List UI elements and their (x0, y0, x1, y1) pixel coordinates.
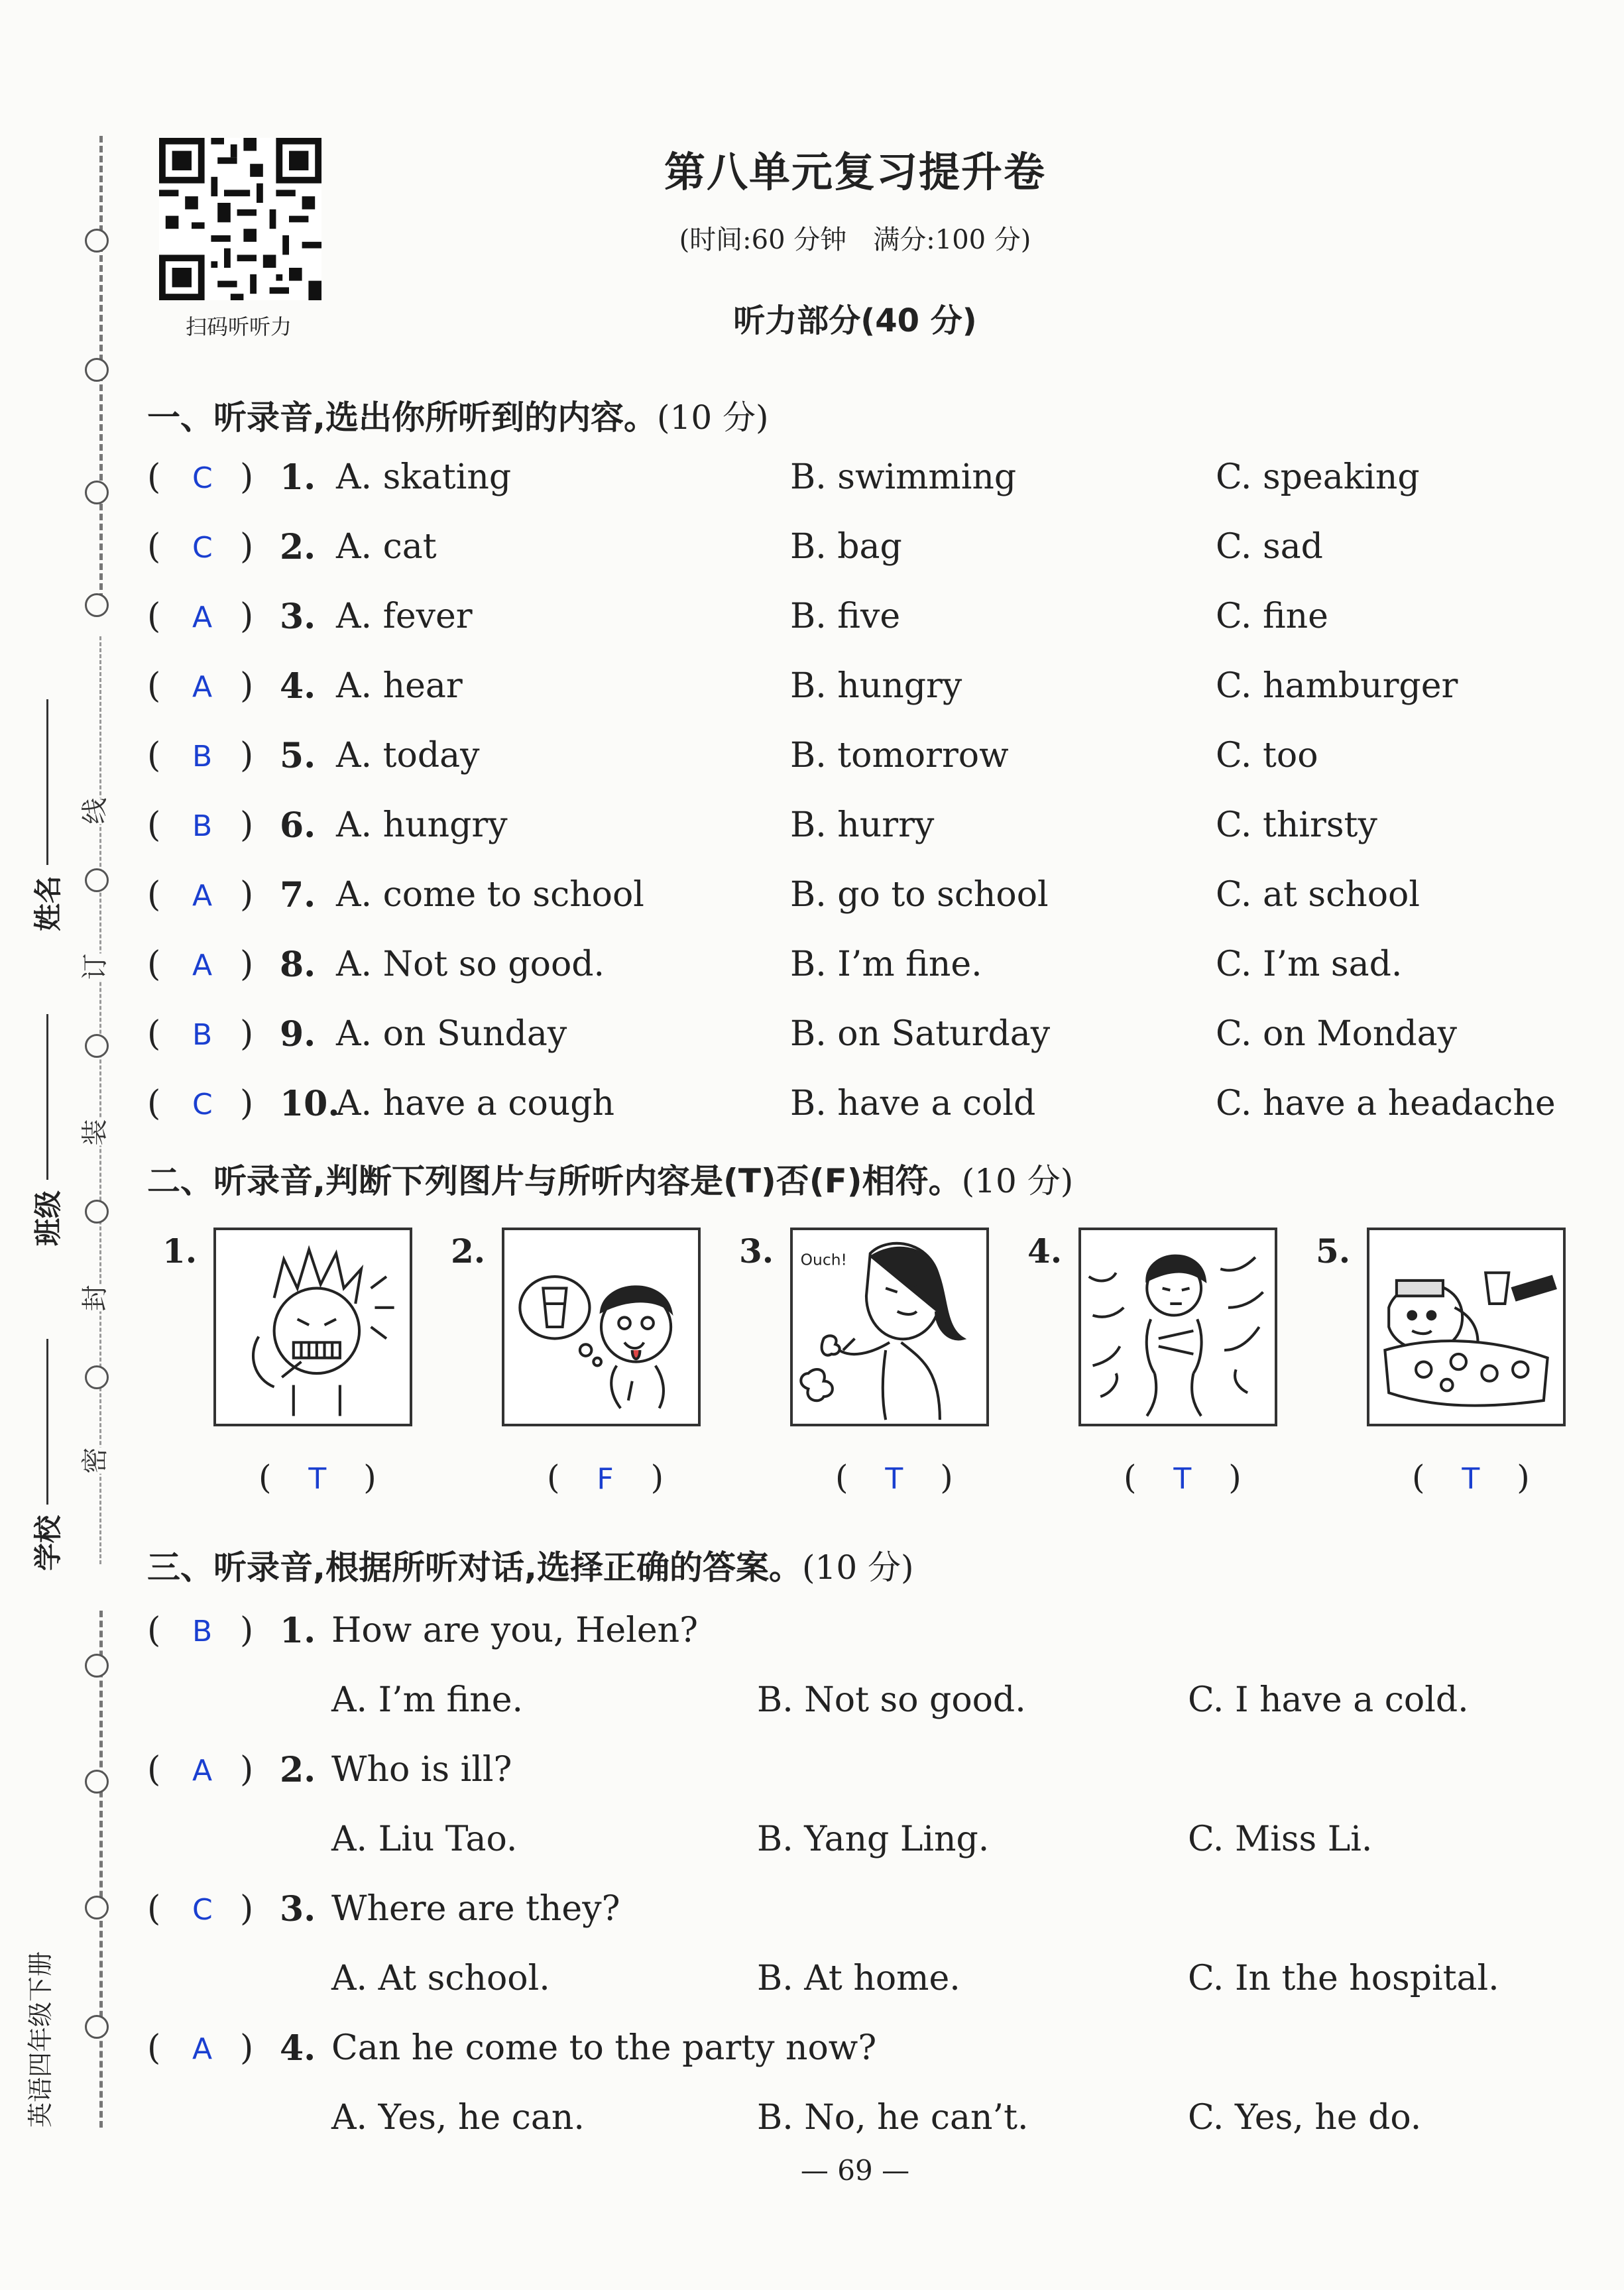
binding-circle (85, 1200, 109, 1224)
question-number: 4. (280, 2028, 316, 2069)
option-a: A. hear (336, 666, 463, 706)
coughing-girl-picture (790, 1228, 989, 1426)
picture-number: 4. (1027, 1231, 1063, 1271)
answer-choice[interactable]: B (192, 740, 213, 773)
question-number: 1. (280, 1611, 316, 1651)
tf-answer-4[interactable]: ( T ) (1124, 1458, 1242, 1497)
answer-paren-left: ( (147, 1014, 161, 1054)
binding-circle (85, 358, 109, 382)
option-c: C. hamburger (1216, 666, 1458, 706)
tf-answer-3[interactable]: ( T ) (835, 1458, 953, 1497)
binding-circle (85, 593, 109, 617)
option-b: B. Yang Ling. (757, 1819, 990, 1859)
question-number: 4. (280, 666, 316, 707)
cold-girl-icon (1081, 1230, 1275, 1424)
question-row (147, 1084, 1572, 1137)
section2-heading: 二、听录音,判断下列图片与所听内容是(T)否(F)相符。(10 分) (147, 1162, 1074, 1200)
option-b: B. go to school (790, 875, 1049, 915)
question-row (147, 736, 1572, 789)
option-b: B. hurry (790, 805, 935, 845)
option-a: A. Yes, he can. (331, 2098, 585, 2138)
binding-circle (85, 1770, 109, 1794)
options-row (147, 1680, 1572, 1733)
option-a: A. have a cough (336, 1084, 615, 1123)
option-b: B. I’m fine. (790, 945, 982, 984)
thirsty-boy-picture (502, 1228, 701, 1426)
option-b: B. swimming (790, 457, 1017, 497)
answer-paren-left: ( (147, 457, 161, 497)
answer-choice[interactable]: A (192, 670, 213, 704)
question-row (147, 2028, 1572, 2081)
answer-choice[interactable]: A (192, 601, 213, 634)
question-number: 9. (280, 1014, 316, 1055)
answer-paren-right: ) (240, 1611, 254, 1650)
option-c: C. on Monday (1216, 1014, 1458, 1054)
question-number: 1. (280, 457, 316, 498)
option-a: A. on Sunday (336, 1014, 567, 1054)
question-number: 3. (280, 597, 316, 637)
question-text: Where are they? (331, 1889, 620, 1929)
answer-paren-right: ) (240, 527, 254, 567)
question-number: 3. (280, 1889, 316, 1929)
option-a: A. I’m fine. (331, 1680, 523, 1720)
option-b: B. At home. (757, 1959, 960, 1998)
book-title-vertical: 英语四年级下册 (26, 1951, 55, 2128)
picture-number: 5. (1316, 1231, 1351, 1271)
answer-paren-left: ( (147, 945, 161, 984)
answer-paren-right: ) (240, 2028, 254, 2068)
option-c: C. sad (1216, 527, 1323, 567)
part-title: 听力部分(40 分) (733, 302, 977, 339)
answer-paren-left: ( (147, 597, 161, 636)
option-b: B. No, he can’t. (757, 2098, 1029, 2138)
question-text: Who is ill? (331, 1750, 512, 1790)
question-row (147, 597, 1572, 650)
option-b: B. five (790, 597, 901, 636)
sick-in-bed-picture (1367, 1228, 1566, 1426)
answer-paren-left: ( (147, 1889, 161, 1929)
answer-paren-right: ) (240, 1889, 254, 1929)
question-row (147, 527, 1572, 580)
option-b: B. on Saturday (790, 1014, 1051, 1054)
option-c: C. too (1216, 736, 1318, 775)
option-c: C. I’m sad. (1216, 945, 1403, 984)
answer-choice[interactable]: A (192, 1754, 213, 1788)
question-number: 10. (280, 1084, 340, 1124)
binding-dash-line-bottom (99, 1611, 103, 2128)
option-c: C. at school (1216, 875, 1420, 915)
answer-choice[interactable]: C (192, 461, 213, 495)
answer-paren-right: ) (240, 875, 254, 915)
question-row (147, 1750, 1572, 1803)
option-b: B. Not so good. (757, 1680, 1026, 1720)
option-c: C. thirsty (1216, 805, 1377, 845)
binding-char: 装 (74, 1119, 112, 1146)
question-row (147, 1889, 1572, 1942)
svg-text:Ouch!: Ouch! (800, 1250, 847, 1269)
answer-paren-right: ) (240, 1750, 254, 1790)
qr-caption: 扫码听听力 (186, 314, 292, 339)
page-title: 第八单元复习提升卷 (664, 148, 1046, 196)
options-row (147, 2098, 1572, 2151)
answer-paren-left: ( (147, 666, 161, 706)
option-b: B. tomorrow (790, 736, 1009, 775)
option-a: A. Not so good. (336, 945, 605, 984)
name-field-line[interactable] (46, 699, 48, 865)
question-number: 8. (280, 945, 316, 985)
headache-boy-picture (213, 1228, 412, 1426)
answer-choice[interactable]: A (192, 2032, 213, 2066)
answer-choice[interactable]: B (192, 1615, 213, 1648)
answer-choice[interactable]: B (192, 809, 213, 843)
sick-in-bed-icon (1369, 1230, 1563, 1424)
answer-choice[interactable]: B (192, 1018, 213, 1052)
binding-dash-line-mid (99, 636, 101, 1564)
option-a: A. At school. (331, 1959, 550, 1998)
page-number: — 69 — (800, 2154, 910, 2187)
binding-circle (85, 1034, 109, 1058)
option-a: A. today (336, 736, 480, 775)
options-row (147, 1959, 1572, 2012)
option-a: A. skating (336, 457, 512, 497)
answer-paren-right: ) (240, 666, 254, 706)
tf-answer-5[interactable]: ( T ) (1412, 1458, 1530, 1497)
name-label: 姓名 (32, 875, 64, 931)
headache-boy-icon (216, 1230, 410, 1424)
section3-heading: 三、听录音,根据所听对话,选择正确的答案。(10 分) (147, 1548, 914, 1587)
answer-paren-right: ) (240, 1084, 254, 1123)
question-number: 2. (280, 1750, 316, 1790)
question-row (147, 666, 1572, 719)
options-row (147, 1819, 1572, 1872)
option-c: C. have a headache (1216, 1084, 1556, 1123)
picture-number: 1. (162, 1231, 198, 1271)
binding-circle (85, 1654, 109, 1678)
option-a: A. come to school (336, 875, 644, 915)
answer-paren-right: ) (240, 805, 254, 845)
option-c: C. I have a cold. (1188, 1680, 1469, 1720)
answer-paren-right: ) (240, 945, 254, 984)
option-a: A. fever (336, 597, 473, 636)
answer-paren-left: ( (147, 1611, 161, 1650)
option-c: C. fine (1216, 597, 1328, 636)
answer-paren-left: ( (147, 875, 161, 915)
option-b: B. hungry (790, 666, 962, 706)
answer-paren-left: ( (147, 1084, 161, 1123)
question-row (147, 875, 1572, 928)
option-c: C. In the hospital. (1188, 1959, 1499, 1998)
class-label: 班级 (32, 1190, 64, 1246)
answer-choice[interactable]: A (192, 879, 213, 913)
binding-char: 密 (74, 1448, 112, 1474)
question-row (147, 457, 1572, 510)
answer-choice[interactable]: C (192, 1893, 213, 1927)
option-b: B. bag (790, 527, 902, 567)
exam-meta: (时间:60 分钟 满分:100 分) (679, 225, 1031, 255)
tf-answer-1[interactable]: ( T ) (259, 1458, 377, 1497)
question-number: 5. (280, 736, 316, 776)
binding-char: 封 (74, 1285, 112, 1312)
coughing-girl-icon (793, 1230, 986, 1424)
answer-choice[interactable]: C (192, 1088, 213, 1121)
question-text: Can he come to the party now? (331, 2028, 877, 2068)
answer-paren-right: ) (240, 597, 254, 636)
answer-paren-left: ( (147, 805, 161, 845)
question-row (147, 1014, 1572, 1067)
school-label: 学校 (32, 1515, 64, 1571)
question-number: 7. (280, 875, 316, 915)
option-a: A. hungry (336, 805, 508, 845)
option-c: C. Miss Li. (1188, 1819, 1373, 1859)
option-c: C. Yes, he do. (1188, 2098, 1422, 2138)
tf-answer-2[interactable]: ( F ) (547, 1458, 664, 1497)
question-number: 6. (280, 805, 316, 846)
binding-circle (85, 868, 109, 892)
option-c: C. speaking (1216, 457, 1420, 497)
answer-paren-left: ( (147, 2028, 161, 2068)
option-b: B. have a cold (790, 1084, 1036, 1123)
answer-paren-left: ( (147, 736, 161, 775)
school-field-line[interactable] (46, 1339, 48, 1505)
section1-heading: 一、听录音,选出你所听到的内容。(10 分) (147, 398, 769, 437)
answer-paren-left: ( (147, 527, 161, 567)
question-number: 2. (280, 527, 316, 567)
answer-paren-right: ) (240, 1014, 254, 1054)
option-a: A. cat (336, 527, 437, 567)
answer-paren-right: ) (240, 457, 254, 497)
picture-number: 3. (739, 1231, 774, 1271)
binding-char: 线 (74, 798, 112, 825)
question-row (147, 945, 1572, 998)
option-a: A. Liu Tao. (331, 1819, 518, 1859)
question-text: How are you, Helen? (331, 1611, 698, 1650)
answer-choice[interactable]: C (192, 531, 213, 565)
picture-number: 2. (451, 1231, 486, 1271)
question-row (147, 1611, 1572, 1664)
binding-circle (85, 1896, 109, 1919)
binding-char: 订 (74, 954, 112, 980)
thirsty-boy-icon (504, 1230, 698, 1424)
binding-circle (85, 1365, 109, 1389)
answer-paren-right: ) (240, 736, 254, 775)
question-row (147, 805, 1572, 858)
class-field-line[interactable] (46, 1014, 48, 1180)
answer-choice[interactable]: A (192, 948, 213, 982)
binding-circle (85, 2015, 109, 2039)
answer-paren-left: ( (147, 1750, 161, 1790)
cold-girl-picture (1078, 1228, 1277, 1426)
binding-circle (85, 481, 109, 504)
